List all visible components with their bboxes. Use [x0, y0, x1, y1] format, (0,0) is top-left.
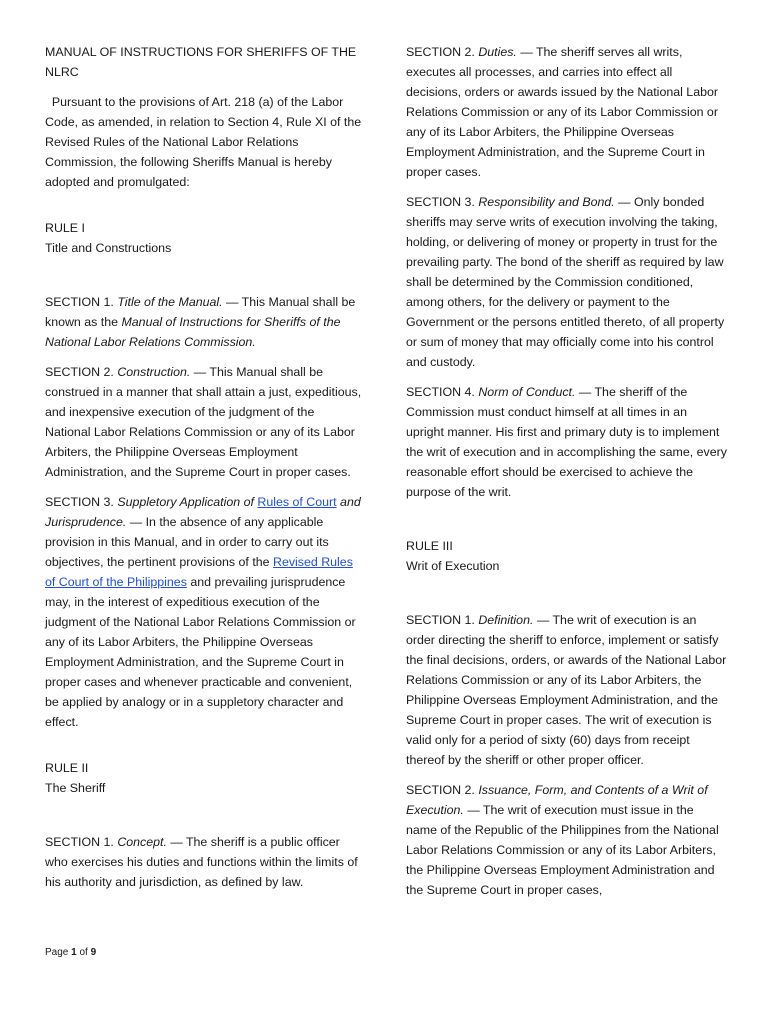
rule-1-title: Title and Constructions: [45, 241, 172, 255]
rule-1-section-1: [45, 292, 363, 352]
section-label: SECTION 2.: [45, 365, 114, 379]
section-heading: Title of the Manual.: [117, 295, 223, 309]
rules-of-court-link[interactable]: Rules of Court: [257, 495, 337, 509]
section-text: — The writ of execution is an order directing the sheriff to enforce, implement or satisfy the final decisions, orders, or awards of the National Labor Relations Commission or any of its Labor Arbiters, the Philippine Overseas Employment Administration, and the Supreme Court in proper cases. The writ of execution is valid only for a period of sixty (60) days from receipt thereof by the sheriff or other proper officer.: [406, 613, 727, 767]
section-heading: Issuance, Form, and Contents of a Writ of Execution.: [406, 783, 708, 817]
rule-2-section-4: [406, 382, 728, 502]
right-column: [406, 42, 728, 900]
rule-3-label: RULE III: [406, 539, 453, 553]
manual-title-reference: Manual of Instructions for Sheriffs of the National Labor Relations Commission.: [45, 315, 341, 349]
page-word: Page: [45, 947, 69, 958]
current-page-number: 1: [71, 947, 77, 958]
page-footer: [45, 946, 96, 960]
section-heading: Definition.: [478, 613, 534, 627]
rule-2-title: The Sheriff: [45, 781, 106, 795]
section-label: SECTION 1.: [45, 835, 114, 849]
section-label: SECTION 1.: [406, 613, 475, 627]
rule-2-section-3: [406, 192, 728, 372]
document-title: MANUAL OF INSTRUCTIONS FOR SHERIFFS OF THE NLRC: [45, 45, 357, 79]
section-heading: Norm of Conduct.: [478, 385, 576, 399]
section-label: SECTION 2.: [406, 783, 475, 797]
rule-3-title: Writ of Execution: [406, 559, 500, 573]
section-label: SECTION 4.: [406, 385, 475, 399]
section-text: — In the absence of any applicable provision in this Manual, and in order to carry out its objectives, the pertinent provisions of the: [45, 515, 329, 569]
section-text: — Only bonded sheriffs may serve writs of execution involving the taking, holding, or delivering of money or property in trust for the prevailing party. The bond of the sheriff as required by law shall be determined by the Commission conditioned, among others, for the delivery or payment to the Government or the persons entitled thereto, of all property or sum of money that may officially come into his control and custody.: [406, 195, 725, 369]
rule-2-section-2: [406, 42, 728, 182]
intro-text: Pursuant to the provisions of Art. 218 (a) of the Labor Code, as amended, in relation to Section 4, Rule XI of the Revised Rules of the National Labor Relations Commission, the following Sheriffs Manual is hereby adopted and promulgated:: [45, 95, 362, 189]
section-label: SECTION 1.: [45, 295, 114, 309]
left-column: [45, 42, 363, 892]
revised-rules-of-court-link[interactable]: Revised Rules of Court of the Philippines: [45, 555, 353, 589]
section-text: — The sheriff is a public officer who exercises his duties and functions within the limits of his authority and jurisdiction, as defined by law.: [45, 835, 358, 889]
total-page-count: 9: [90, 947, 97, 958]
section-text-cont: and prevailing jurisprudence may, in the interest of expeditious execution of the judgment of the National Labor Relations Commission or any of its Labor Arbiters, the Philippine Overseas Employment Administration, and the Supreme Court in proper cases and whenever practicable and convenient, be applied by analogy or in a suppletory character and effect.: [45, 575, 356, 729]
section-text: — The sheriff serves all writs, executes all processes, and carries into effect all decisions, orders or awards issued by the National Labor Relations Commission or any of its Labor Commission or any of its Labor Arbiters, the Philippine Overseas Employment Administration, and the Supreme Court in proper cases.: [406, 45, 718, 179]
rule-3-section-1: [406, 610, 728, 770]
section-text: — The writ of execution must issue in the name of the Republic of the Philippines from the National Labor Relations Commission or any of its Labor Arbiters, the Philippine Overseas Employment Administration and the Supreme Court in proper cases,: [406, 803, 719, 897]
rule-3-section-2: [406, 780, 728, 900]
section-text: — The sheriff of the Commission must conduct himself at all times in an upright manner. His first and primary duty is to implement the writ of execution and in accomplishing the same, every reasonable effort should be exercised to achieve the purpose of the writ.: [406, 385, 727, 499]
section-heading: Concept.: [117, 835, 167, 849]
rule-2-label: RULE II: [45, 761, 89, 775]
section-label: SECTION 3.: [406, 195, 475, 209]
rule-1-section-2: [45, 362, 363, 482]
section-heading: Duties.: [478, 45, 517, 59]
rule-1-label: RULE I: [45, 221, 85, 235]
section-heading-cont: and Jurisprudence.: [45, 495, 361, 529]
section-heading: Responsibility and Bond.: [478, 195, 615, 209]
section-text: — This Manual shall be known as the: [45, 295, 356, 329]
section-heading: Suppletory Application of: [117, 495, 254, 509]
rule-2-section-1: [45, 832, 363, 892]
intro-paragraph: [45, 92, 363, 192]
section-label: SECTION 2.: [406, 45, 475, 59]
of-word: of: [79, 947, 88, 958]
rule-1-section-3: [45, 492, 363, 732]
section-heading: Construction.: [117, 365, 191, 379]
section-text: — This Manual shall be construed in a manner that shall attain a just, expeditious, and inexpensive execution of the judgment of the National Labor Relations Commission or any of its Labor Arbiters, the Philippine Overseas Employment Administration, and the Supreme Court in proper cases.: [45, 365, 362, 479]
section-label: SECTION 3.: [45, 495, 114, 509]
